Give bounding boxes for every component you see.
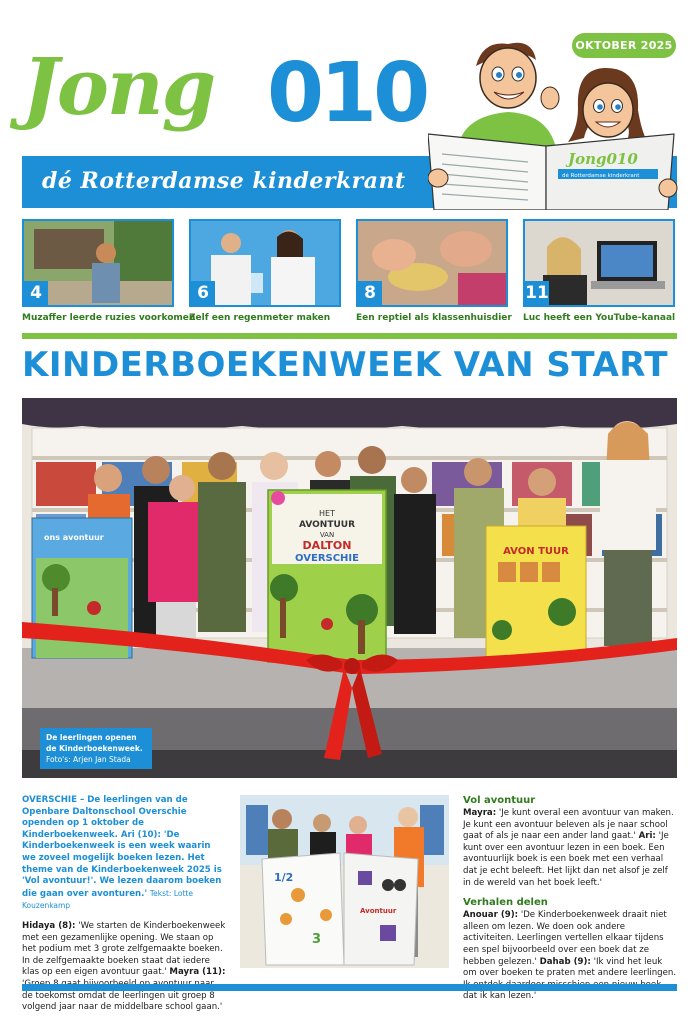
- jong010-logo[interactable]: [22, 42, 427, 162]
- logo-jong-text: Jong: [22, 42, 215, 133]
- paragraph-text: 'Je kunt over een avontuur lezen in een boek. Een avontuurlijk boek is een boek met een verhaal dat je echt beleeft. Het lijkt dan net alsof je zelf in de wereld van het boek leeft.': [463, 831, 669, 888]
- footer-rule: [22, 984, 677, 991]
- secondary-photo: [240, 795, 449, 968]
- teaser-row: [22, 219, 677, 327]
- paragraph-text: 'Ik vind het leuk om over boeken te praten met andere leerlingen. dat ik kan lezen.': [463, 956, 677, 1002]
- left-board-text: ons avontuur: [44, 533, 104, 542]
- paragraph-text: 'Je kunt overal een avontuur van maken. Je kunt een avontuur beleven als je naar school gaat of als je naar een ander land gaat.': [463, 808, 674, 842]
- article-paragraph: [463, 808, 677, 889]
- speaker-name: Mayra (11):: [169, 967, 226, 978]
- board-dalton: DALTON: [302, 539, 352, 552]
- newspaper-mini-logo: Jong010: [568, 150, 638, 168]
- speaker-name: Ari:: [638, 831, 656, 842]
- subheading: Vol avontuur: [463, 795, 536, 806]
- main-headline: KINDERBOEKENWEEK VAN START: [22, 345, 669, 385]
- board-het: HET: [319, 509, 335, 518]
- paragraph-text: 'We starten de Kinderboekenweek met een gezamenlijke opening. We staan op het podium met 3 grote zelfgemaakte boeken. In de zelfgemaakte boeken staat dat iedere klas op een eigen avontuur gaat.': [22, 920, 226, 978]
- board-van: VAN: [319, 531, 335, 539]
- page-number: 8: [358, 281, 382, 305]
- photo-caption: [40, 728, 152, 769]
- article-lead: [22, 795, 227, 913]
- mascots-reading-newspaper-illustration: [428, 38, 678, 210]
- page-number: 6: [191, 281, 215, 305]
- speaker-name: Mayra:: [463, 808, 497, 818]
- board-label-three: 3: [312, 932, 322, 947]
- article-paragraph: [22, 921, 227, 1014]
- lead-text: De leerlingen van de Openbare Daltonschool Overschie openden op 1 oktober de Kinderboekenweek. Ari (10): 'De Kinderboekenweek is een week waarin we zoveel mogelijk boeken lezen. Het theme van de Kinderboekenweek 2025 is 'Vol avontuur!'. We lezen daarom boeken die gaan over avonturen.': [22, 795, 222, 899]
- subheading: Verhalen delen: [463, 897, 548, 909]
- teaser-photo: [189, 219, 341, 307]
- paragraph-text: 'De Kinderboekenweek draait niet alleen om lezen. We doen ook andere activiteiten. Leerlingen vertellen elkaar tijdens een spel bijvoorbeeld over een boek dat ze hebben gelezen.': [463, 910, 667, 967]
- teaser-photo: [22, 219, 174, 307]
- teaser-photo: [523, 219, 675, 307]
- teaser-item[interactable]: [523, 219, 675, 323]
- photo-caption-text: De leerlingen openen de Kinderboekenweek.: [46, 733, 143, 753]
- teaser-item[interactable]: [356, 219, 512, 323]
- teaser-item[interactable]: [22, 219, 196, 323]
- board-label-avontuur: Avontuur: [360, 907, 397, 915]
- page-number: 11: [525, 283, 549, 303]
- paragraph-text: de toekomst omdat de leerlingen uit groep 8 volgend jaar naar de middelbare school gaan.': [22, 990, 223, 1013]
- main-photo: [22, 398, 677, 778]
- logo-010-text: 010: [267, 46, 427, 141]
- dateline: OVERSCHIE –: [22, 795, 88, 805]
- teaser-photo: [356, 219, 508, 307]
- article-column-right: [463, 795, 677, 1011]
- teaser-item[interactable]: [189, 219, 341, 323]
- section-divider: [22, 333, 677, 339]
- tagline: dé Rotterdamse kinderkrant: [42, 168, 406, 194]
- page-number: 4: [24, 281, 48, 305]
- board-avontuur: AVONTUUR: [298, 520, 356, 530]
- photo-credit: Foto's: Arjen Jan Stada: [46, 755, 131, 764]
- board-label-groups: 1/2: [274, 871, 294, 884]
- board-overschie: OVERSCHIE: [295, 553, 359, 564]
- text-credit: Tekst: Lotte Kouzenkamp: [22, 888, 193, 911]
- teaser-caption: Luc heeft een YouTube-kanaal: [523, 313, 676, 323]
- speaker-name: Dahab (9):: [539, 956, 591, 967]
- issue-date-badge: OKTOBER 2025: [572, 33, 676, 58]
- teaser-caption: Een reptiel als klassenhuisdier: [356, 313, 512, 323]
- svg-text:dé Rotterdamse kinderkrant: dé Rotterdamse kinderkrant: [562, 173, 640, 179]
- teaser-caption: Muzaffer leerde ruzies voorkomen: [22, 313, 196, 323]
- right-board-text: AVON TUUR: [503, 546, 569, 557]
- teaser-caption: Zelf een regenmeter maken: [189, 313, 331, 323]
- speaker-name: Hidaya (8):: [22, 920, 76, 931]
- speaker-name: Anouar (9):: [463, 910, 519, 921]
